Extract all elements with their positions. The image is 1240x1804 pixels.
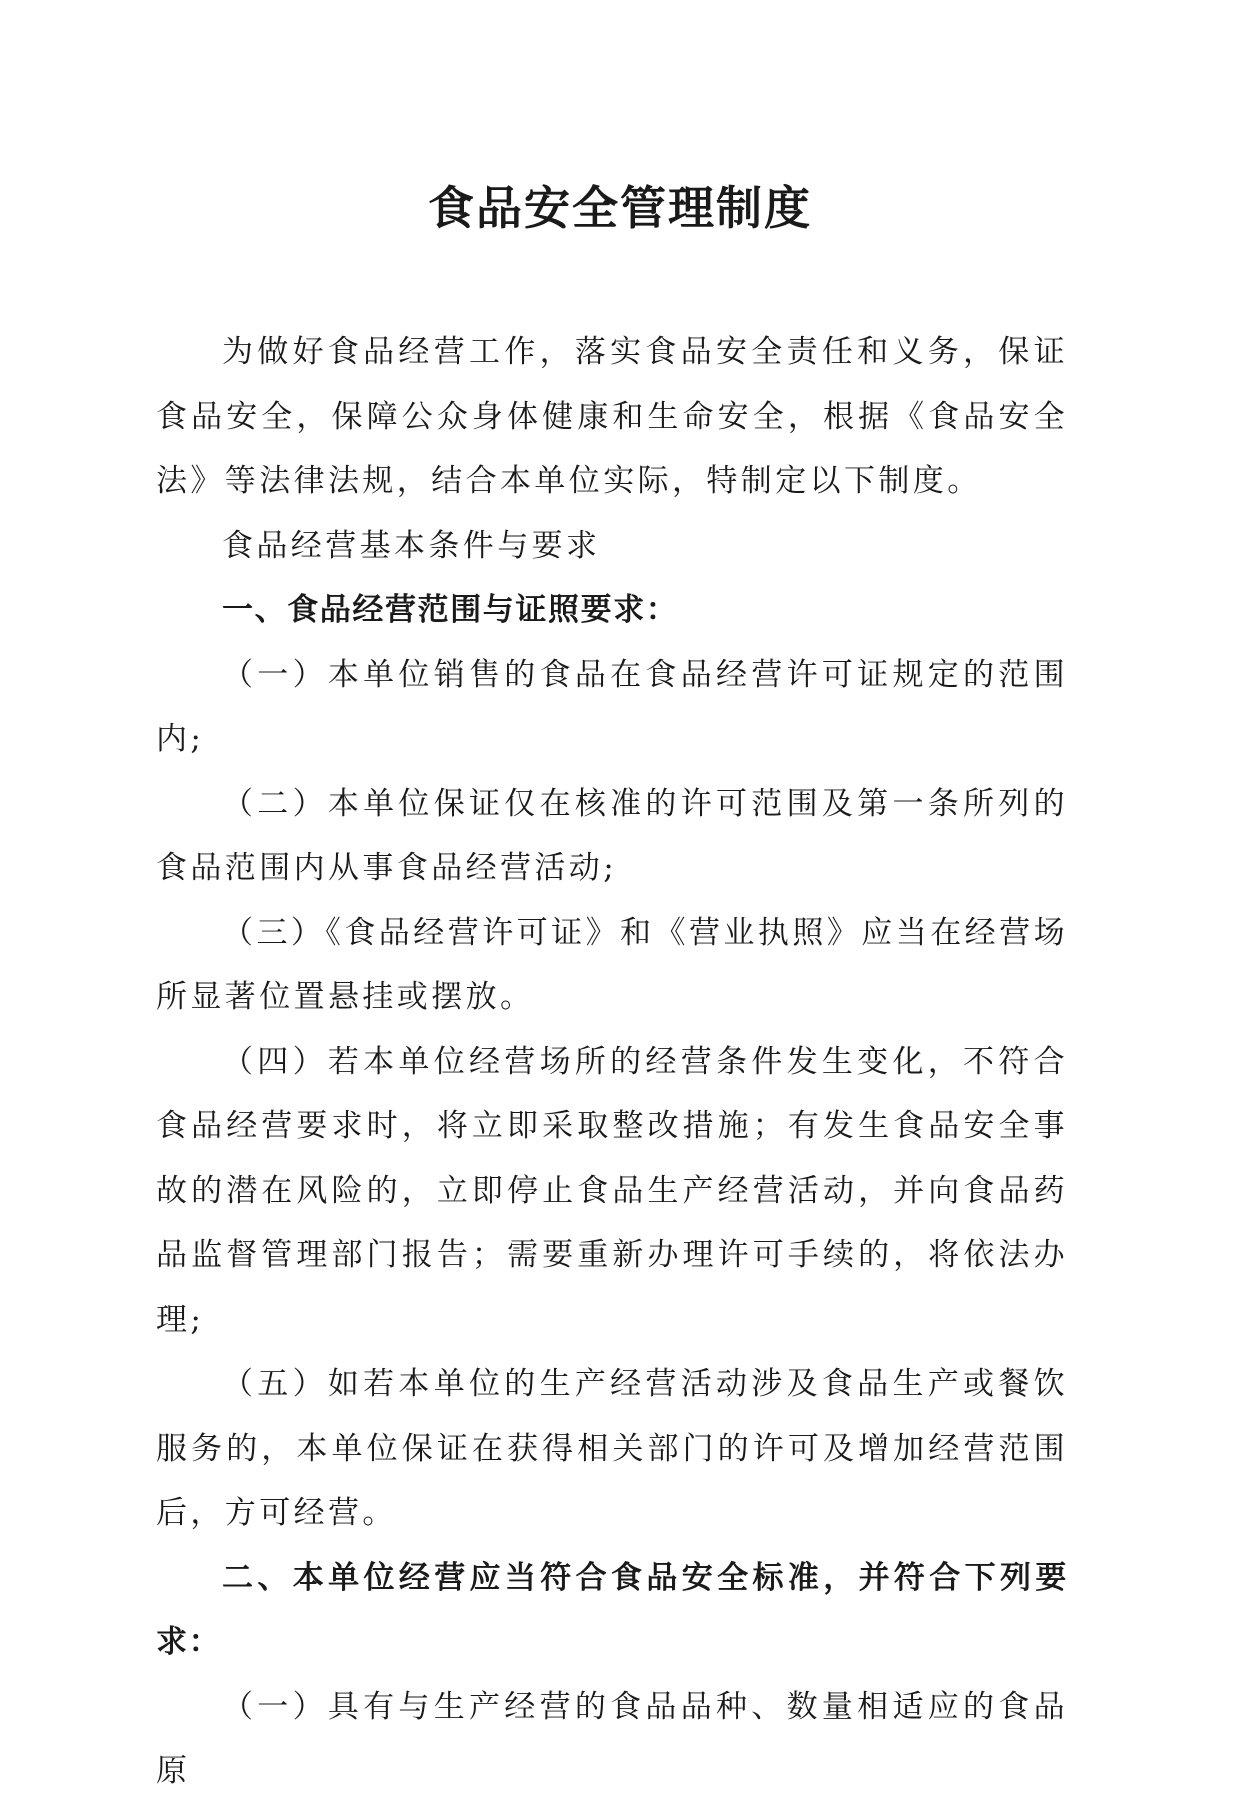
section-subtitle: 食品经营基本条件与要求 <box>222 527 601 564</box>
clause-1-4: （四）若本单位经营场所的经营条件发生变化，不符合食品经营要求时，将立即采取整改措施；有发生食品安全事故的潜在风险的，立即停止食品生产经营活动，并向食品药品监督管理部门报告；需要重新办理许可手续的，将依法办理; <box>156 1043 1068 1338</box>
clause-1-2: （二）本单位保证仅在核准的许可范围及第一条所列的食品范围内从事食品经营活动; <box>156 785 1068 886</box>
section-heading-1: 一、食品经营范围与证照要求： <box>222 592 679 628</box>
section-heading-2: 二、本单位经营应当符合食品安全标准，并符合下列要求： <box>156 1559 1068 1660</box>
clause-1-3: （三）《食品经营许可证》和《营业执照》应当在经营场所显著位置悬挂或摆放。 <box>156 914 1068 1015</box>
clause-1-1: （一）本单位销售的食品在食品经营许可证规定的范围内; <box>156 656 1068 757</box>
clause-2-1: （一）具有与生产经营的食品品种、数量相适应的食品原 <box>156 1688 1068 1789</box>
intro-paragraph: 为做好食品经营工作，落实食品安全责任和义务，保证食品安全，保障公众身体健康和生命安全，根据《食品安全法》等法律法规，结合本单位实际，特制定以下制度。 <box>156 334 1068 499</box>
document-body <box>156 320 1068 1804</box>
clause-1-5: （五）如若本单位的生产经营活动涉及食品生产或餐饮服务的，本单位保证在获得相关部门的许可及增加经营范围后，方可经营。 <box>156 1366 1068 1531</box>
document-title: 食品安全管理制度 <box>428 181 812 235</box>
